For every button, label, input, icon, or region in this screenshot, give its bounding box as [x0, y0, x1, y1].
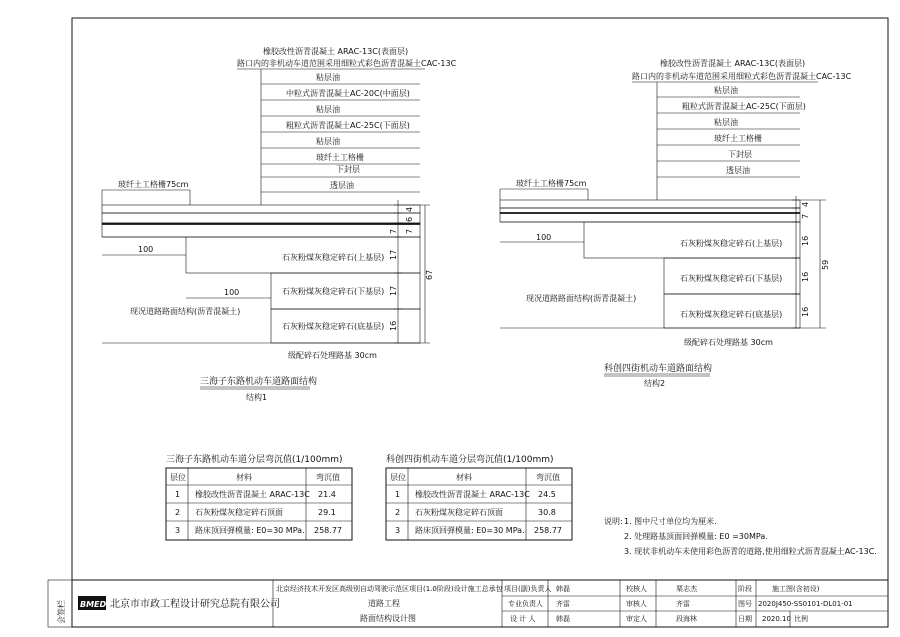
s1-grid-label: 玻纤土工格栅75cm: [118, 180, 189, 189]
note-item: 1. 图中尺寸单位均为厘米.: [624, 517, 717, 526]
drawing-name: 路面结构设计图: [360, 614, 416, 623]
note-item: 3. 现状非机动车未使用彩色沥青的道路,使用细粒式沥青混凝土AC-13C.: [624, 547, 877, 556]
s1-base-lower-label: 石灰粉煤灰稳定碎石(下基层): [282, 287, 385, 296]
info-label: 比例: [794, 615, 808, 623]
check-name: 齐雷: [676, 600, 690, 608]
info-value: 2020J450-SS0101-DL01-01: [758, 600, 853, 608]
subproject-name: 道路工程: [368, 599, 400, 608]
s2-gravel-label: 级配碎石处理路基 30cm: [684, 338, 773, 347]
s2-title: 科创四街机动车道路面结构: [604, 364, 713, 374]
s2-surface-layer: [500, 200, 800, 208]
title-block: [48, 580, 888, 627]
role-name: 韩磊: [556, 585, 570, 593]
s2-dim-top-1: 7: [801, 213, 810, 219]
check-label: 校核人: [626, 585, 647, 593]
company-logo: [78, 596, 109, 610]
table2-cell: 24.5: [538, 490, 556, 499]
table2-cell: 2: [395, 508, 401, 517]
s2-existing-label: 现况道路路面结构(沥青混凝土): [526, 294, 637, 303]
check-label: 审定人: [626, 615, 647, 623]
s1-dim-top-1: 6: [405, 216, 414, 222]
check-name: 段海林: [676, 615, 697, 623]
info-value: 施工图(含初设): [772, 585, 820, 593]
notes: [604, 516, 877, 556]
s1-title: 三海子东路机动车道路面结构: [200, 377, 318, 387]
s2-dim-top-0: 4: [801, 201, 810, 207]
table2-cell: 路床顶回弹模量: E0=30 MPa.: [415, 526, 525, 535]
s2-layer-top-1: 路口内的非机动车道范围采用细粒式彩色沥青混凝土CAC-13C: [632, 72, 852, 81]
table2-cell: 258.77: [534, 526, 562, 535]
s2-base-upper-label: 石灰粉煤灰稳定碎石(上基层): [680, 239, 783, 248]
s2-dim-side-1: 16: [801, 271, 810, 282]
table1-header-1: 材料: [236, 473, 252, 482]
s2-subbase-label: 石灰粉煤灰稳定碎石(底基层): [680, 310, 783, 319]
table2-cell: 30.8: [538, 508, 556, 517]
company-name: 北京市市政工程设计研究总院有限公司: [110, 599, 280, 610]
s1-layer-4: 粘层油: [316, 137, 340, 146]
role-label: 项目(副)负责人: [504, 585, 552, 593]
s1-lower-layer: [102, 223, 420, 237]
s2-layer-list: [657, 85, 806, 177]
s1-subbase-label: 石灰粉煤灰稳定碎石(底基层): [282, 322, 385, 331]
s1-layer-top-0: 橡胶改性沥青混凝土 ARAC-13C(表面层): [263, 47, 409, 56]
s1-layer-2: 粘层油: [316, 105, 340, 114]
notes-head: 说明:: [604, 517, 623, 526]
table2-cell: 1: [395, 490, 401, 499]
project-name: 北京经济技术开发区高级别自动驾驶示范区项目(1.0阶段)设计施工总承包: [276, 585, 503, 593]
table1-header-0: 层位: [170, 473, 186, 482]
check-name: 栗志杰: [676, 585, 697, 593]
s1-layer-5: 玻纤土工格栅: [316, 153, 364, 162]
s2-dim-side-2: 16: [801, 306, 810, 317]
info-value: 2020.10: [762, 615, 791, 623]
table1-cell: 3: [175, 526, 181, 535]
table2-cell: 3: [395, 526, 401, 535]
info-label: 日期: [738, 615, 752, 623]
structure-1: [102, 46, 457, 402]
s2-layer-0: 粘层油: [714, 86, 738, 95]
s1-offset-2: 100: [224, 288, 240, 297]
info-label: 图号: [738, 600, 752, 608]
table1-cell: 21.4: [318, 490, 336, 499]
role-label: 设 计 人: [510, 615, 536, 623]
s1-layer-top-1: 路口内的非机动车道范围采用细粒式彩色沥青混凝土CAC-13C: [237, 59, 457, 68]
s1-layer-1: 中粒式沥青混凝土AC-20C(中面层): [286, 89, 410, 98]
s2-dim-side-0: 16: [801, 235, 810, 246]
s1-dim-top-2: 7: [405, 228, 414, 234]
s2-lower-layer: [500, 208, 800, 222]
s2-layer-3: 玻纤土工格栅: [714, 134, 762, 143]
table1-caption: 三海子东路机动车道分层弯沉值(1/100mm): [166, 455, 343, 465]
s1-dim-side-3: 16: [389, 320, 398, 331]
check-label: 审核人: [626, 600, 647, 608]
s1-layer-7: 透层油: [330, 181, 354, 190]
s1-offset-1: 100: [138, 245, 154, 254]
table2-header-2: 弯沉值: [536, 473, 560, 482]
structure-2: [500, 58, 852, 388]
table1-cell: 29.1: [318, 508, 336, 517]
table-1: [166, 453, 352, 540]
role-name: 齐雷: [556, 600, 570, 608]
s1-existing-label: 现况道路路面结构(沥青混凝土): [130, 307, 241, 316]
s1-gravel-label: 级配碎石处理路基 30cm: [288, 351, 377, 360]
s2-base-lower-label: 石灰粉煤灰稳定碎石(下基层): [680, 274, 783, 283]
s1-dim-top-0: 4: [405, 206, 414, 212]
s2-layer-1: 粗粒式沥青混凝土AC-25C(下面层): [682, 102, 806, 111]
s1-dim-side-1: 17: [389, 249, 398, 260]
table1-cell: 路床顶回弹模量: E0=30 MPa.: [195, 526, 305, 535]
s2-grid-label: 玻纤土工格栅75cm: [516, 179, 587, 188]
table1-cell: 2: [175, 508, 181, 517]
s1-layer-0: 粘层油: [316, 73, 340, 82]
s1-subtitle: 结构1: [246, 393, 268, 402]
s1-middle-layer: [102, 213, 420, 223]
s1-layer-6: 下封层: [336, 165, 360, 174]
info-label: 阶段: [738, 585, 752, 593]
table2-header-0: 层位: [390, 473, 406, 482]
s2-layer-5: 透层油: [726, 166, 750, 175]
s2-layer-top-0: 橡胶改性沥青混凝土 ARAC-13C(表面层): [660, 59, 806, 68]
s1-dim-side-0: 7: [389, 228, 398, 234]
table2-cell: 石灰粉煤灰稳定碎石顶面: [415, 508, 503, 517]
role-name: 韩磊: [556, 615, 570, 623]
table1-cell: 1: [175, 490, 181, 499]
s1-layer-list: [261, 72, 420, 192]
table1-header-2: 弯沉值: [316, 473, 340, 482]
note-item: 2. 处理路基顶面回弹模量: E0 =30MPa.: [624, 532, 768, 541]
table2-header-1: 材料: [456, 473, 472, 482]
table-2: [386, 453, 572, 540]
table1-cell: 橡胶改性沥青混凝土 ARAC-13C: [195, 490, 310, 499]
side-stamp: 会签栏: [57, 600, 66, 624]
s1-layer-3: 粗粒式沥青混凝土AC-25C(下面层): [286, 121, 410, 130]
logo-text: BMEDI: [80, 600, 110, 609]
table1-cell: 石灰粉煤灰稳定碎石顶面: [195, 508, 283, 517]
s2-layer-4: 下封层: [728, 150, 752, 159]
s2-dim-total: 59: [821, 259, 830, 270]
table1-cell: 258.77: [314, 526, 342, 535]
table2-cell: 橡胶改性沥青混凝土 ARAC-13C: [415, 490, 530, 499]
s2-offset-1: 100: [536, 233, 552, 242]
s1-surface-layer: [102, 205, 420, 213]
s1-dim-total: 67: [425, 269, 434, 280]
table2-caption: 科创四街机动车道分层弯沉值(1/100mm): [386, 455, 554, 465]
s2-layer-2: 粘层油: [714, 118, 738, 127]
s1-dim-side-2: 17: [389, 285, 398, 296]
role-label: 专业负责人: [508, 600, 543, 608]
s2-subtitle: 结构2: [644, 379, 666, 388]
s1-base-upper-label: 石灰粉煤灰稳定碎石(上基层): [282, 253, 385, 262]
